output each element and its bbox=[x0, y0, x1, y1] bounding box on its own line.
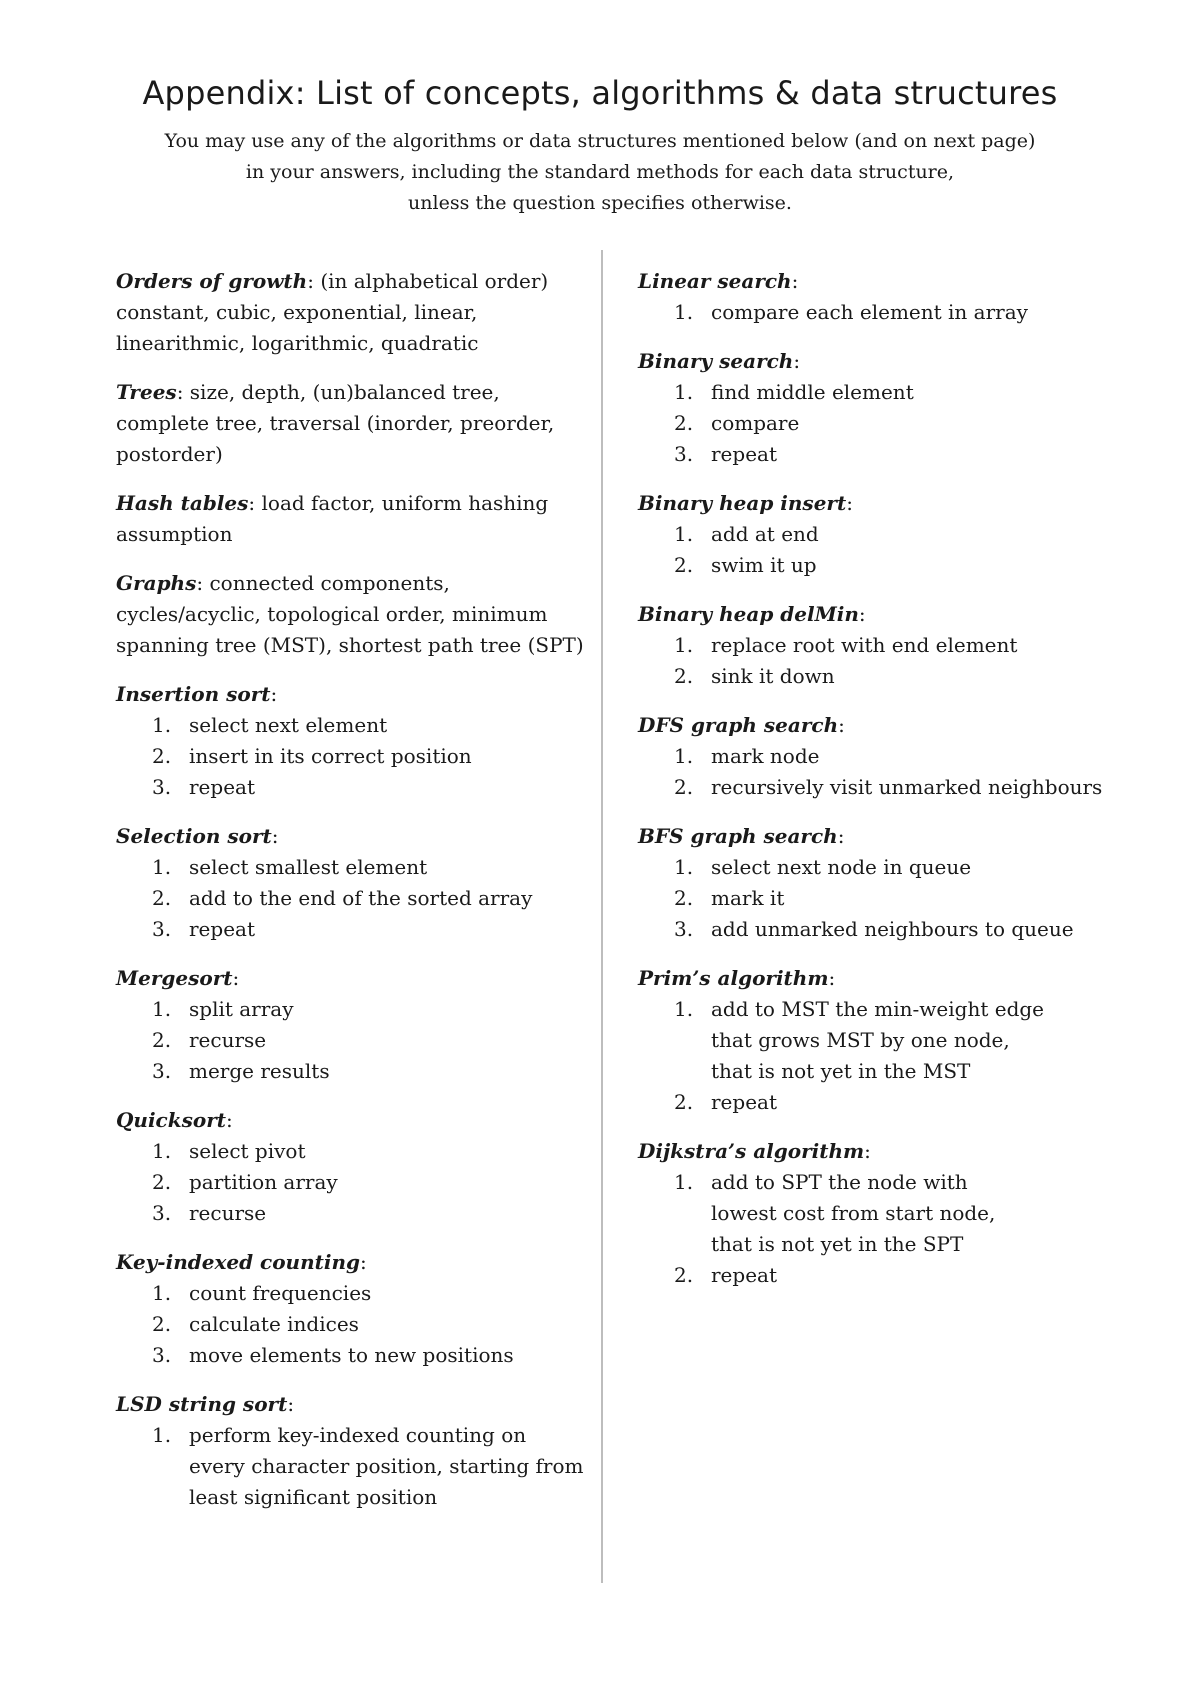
step-number: 2. bbox=[152, 1170, 172, 1194]
left-column bbox=[116, 266, 586, 1531]
algorithm-heading bbox=[638, 266, 1178, 297]
step-text: repeat bbox=[711, 442, 777, 466]
concept-line: constant, cubic, exponential, linear, bbox=[116, 300, 478, 324]
algorithm-term: Mergesort bbox=[116, 966, 233, 990]
step-item bbox=[116, 1340, 586, 1371]
algorithm-colon: : bbox=[846, 491, 853, 515]
algorithm-colon: : bbox=[858, 602, 866, 626]
step-number: 3. bbox=[152, 775, 172, 799]
step-item bbox=[638, 914, 1178, 945]
step-number: 1. bbox=[674, 744, 694, 768]
step-text: compare bbox=[711, 411, 800, 435]
algorithm-term: BFS graph search bbox=[638, 824, 838, 848]
algorithm-term: Prim’s algorithm bbox=[638, 966, 829, 990]
step-item bbox=[638, 994, 1178, 1087]
step-text: recurse bbox=[189, 1028, 267, 1052]
concept-line: assumption bbox=[116, 522, 233, 546]
algorithm-colon: : bbox=[864, 1139, 871, 1163]
algorithm-steps bbox=[638, 630, 1178, 692]
concept-trees bbox=[116, 377, 586, 470]
step-number: 2. bbox=[674, 886, 694, 910]
concept-separator: : bbox=[307, 269, 321, 293]
algorithm-selection-sort bbox=[116, 821, 586, 945]
step-text: add at end bbox=[711, 522, 819, 546]
algorithm-steps bbox=[116, 710, 586, 803]
step-text: compare each element in array bbox=[711, 300, 1028, 324]
step-item bbox=[638, 883, 1178, 914]
concept-hash-tables bbox=[116, 488, 586, 550]
algorithm-prims-algorithm bbox=[638, 963, 1178, 1118]
step-item bbox=[116, 883, 586, 914]
step-number: 2. bbox=[674, 411, 694, 435]
concept-line bbox=[116, 266, 586, 297]
algorithm-heading bbox=[638, 821, 1178, 852]
step-text: lowest cost from start node, bbox=[711, 1201, 996, 1225]
step-text: that is not yet in the SPT bbox=[711, 1232, 964, 1256]
step-number: 3. bbox=[152, 917, 172, 941]
concept-term: Hash tables bbox=[116, 491, 249, 515]
step-text: select pivot bbox=[189, 1139, 306, 1163]
intro-text bbox=[0, 126, 1200, 219]
step-item bbox=[116, 1198, 586, 1229]
step-text: replace root with end element bbox=[711, 633, 1018, 657]
step-number: 1. bbox=[674, 300, 694, 324]
step-number: 3. bbox=[152, 1343, 172, 1367]
algorithm-term: DFS graph search bbox=[638, 713, 839, 737]
step-number: 2. bbox=[674, 1263, 694, 1287]
step-number: 1. bbox=[674, 997, 694, 1021]
step-item bbox=[638, 852, 1178, 883]
intro-line: unless the question specifies otherwise. bbox=[408, 192, 792, 214]
algorithm-term: Key-indexed counting bbox=[116, 1250, 360, 1274]
algorithm-term: LSD string sort bbox=[116, 1392, 288, 1416]
algorithm-heading bbox=[638, 710, 1178, 741]
step-number: 1. bbox=[152, 1281, 172, 1305]
step-text: least significant position bbox=[189, 1485, 438, 1509]
step-number: 2. bbox=[152, 1028, 172, 1052]
step-number: 2. bbox=[674, 1090, 694, 1114]
step-item bbox=[638, 377, 1178, 408]
algorithm-colon: : bbox=[271, 824, 279, 848]
concept-separator: : bbox=[176, 380, 190, 404]
step-text: mark node bbox=[711, 744, 820, 768]
algorithm-lsd-string-sort bbox=[116, 1389, 586, 1513]
concept-line: spanning tree (MST), shortest path tree (SPT) bbox=[116, 633, 584, 657]
step-text: swim it up bbox=[711, 553, 817, 577]
algorithm-colon: : bbox=[225, 1108, 233, 1132]
step-text: split array bbox=[189, 997, 294, 1021]
concept-text: load factor, uniform hashing bbox=[261, 491, 549, 515]
step-item bbox=[116, 852, 586, 883]
algorithm-steps bbox=[116, 1136, 586, 1229]
algorithm-steps bbox=[116, 1420, 586, 1513]
algorithm-term: Binary heap insert bbox=[638, 491, 847, 515]
algorithm-binary-heap-insert bbox=[638, 488, 1178, 581]
step-number: 1. bbox=[152, 1139, 172, 1163]
algorithm-steps bbox=[116, 852, 586, 945]
intro-line: You may use any of the algorithms or data structures mentioned below (and on next page) bbox=[164, 130, 1036, 152]
algorithm-term: Dijkstra’s algorithm bbox=[638, 1139, 865, 1163]
algorithm-steps bbox=[638, 297, 1178, 328]
algorithm-linear-search bbox=[638, 266, 1178, 328]
step-text: perform key-indexed counting on bbox=[189, 1423, 527, 1447]
step-text: move elements to new positions bbox=[189, 1343, 514, 1367]
step-text: add to SPT the node with bbox=[711, 1170, 968, 1194]
algorithm-term: Quicksort bbox=[116, 1108, 226, 1132]
algorithm-heading bbox=[116, 963, 586, 994]
algorithm-quicksort bbox=[116, 1105, 586, 1229]
step-item bbox=[116, 1167, 586, 1198]
concept-line bbox=[116, 488, 586, 519]
concept-text: size, depth, (un)balanced tree, bbox=[189, 380, 500, 404]
step-text: add unmarked neighbours to queue bbox=[711, 917, 1074, 941]
step-text: that grows MST by one node, bbox=[711, 1028, 1010, 1052]
algorithm-colon: : bbox=[838, 713, 845, 737]
concept-separator: : bbox=[196, 571, 210, 595]
algorithm-steps bbox=[638, 519, 1178, 581]
concept-line: cycles/acyclic, topological order, minimum bbox=[116, 602, 548, 626]
step-text: add to MST the min-weight edge bbox=[711, 997, 1045, 1021]
concept-separator: : bbox=[248, 491, 262, 515]
step-item bbox=[638, 772, 1178, 803]
step-item bbox=[116, 1278, 586, 1309]
step-text: find middle element bbox=[711, 380, 914, 404]
algorithm-heading bbox=[116, 1105, 586, 1136]
algorithm-heading bbox=[116, 1389, 586, 1420]
algorithm-colon: : bbox=[791, 269, 799, 293]
concept-line: postorder) bbox=[116, 442, 223, 466]
step-item bbox=[116, 994, 586, 1025]
algorithm-colon: : bbox=[360, 1250, 367, 1274]
step-text: repeat bbox=[711, 1090, 777, 1114]
algorithm-insertion-sort bbox=[116, 679, 586, 803]
step-text: every character position, starting from bbox=[189, 1454, 584, 1478]
concept-text: (in alphabetical order) bbox=[320, 269, 549, 293]
step-text: repeat bbox=[189, 917, 255, 941]
step-item bbox=[638, 519, 1178, 550]
algorithm-binary-search bbox=[638, 346, 1178, 470]
step-text: recurse bbox=[189, 1201, 267, 1225]
step-number: 1. bbox=[674, 633, 694, 657]
algorithm-steps bbox=[638, 741, 1178, 803]
algorithm-steps bbox=[638, 994, 1178, 1118]
concept-term: Graphs bbox=[116, 571, 197, 595]
step-number: 3. bbox=[674, 917, 694, 941]
algorithm-heading bbox=[116, 679, 586, 710]
step-number: 1. bbox=[152, 1423, 172, 1447]
step-text: select smallest element bbox=[189, 855, 428, 879]
step-item bbox=[116, 1025, 586, 1056]
algorithm-term: Binary heap delMin bbox=[638, 602, 859, 626]
algorithm-colon: : bbox=[270, 682, 278, 706]
algorithm-dijkstras-algorithm bbox=[638, 1136, 1178, 1291]
step-item bbox=[116, 914, 586, 945]
step-item bbox=[116, 710, 586, 741]
algorithm-term: Binary search bbox=[638, 349, 794, 373]
step-text: calculate indices bbox=[189, 1312, 359, 1336]
step-item bbox=[116, 1420, 586, 1513]
step-text: add to the end of the sorted array bbox=[189, 886, 533, 910]
concept-line: complete tree, traversal (inorder, preorder, bbox=[116, 411, 555, 435]
algorithm-mergesort bbox=[116, 963, 586, 1087]
algorithm-term: Insertion sort bbox=[116, 682, 271, 706]
step-item bbox=[638, 408, 1178, 439]
step-item bbox=[638, 741, 1178, 772]
step-number: 1. bbox=[674, 522, 694, 546]
algorithm-steps bbox=[116, 994, 586, 1087]
algorithm-colon: : bbox=[232, 966, 240, 990]
algorithm-heading bbox=[638, 599, 1178, 630]
step-item bbox=[116, 772, 586, 803]
step-text: select next node in queue bbox=[711, 855, 972, 879]
algorithm-heading bbox=[638, 963, 1178, 994]
step-item bbox=[116, 741, 586, 772]
right-column bbox=[638, 266, 1178, 1309]
step-item bbox=[116, 1136, 586, 1167]
step-text: repeat bbox=[711, 1263, 777, 1287]
step-number: 3. bbox=[152, 1201, 172, 1225]
algorithm-steps bbox=[638, 377, 1178, 470]
step-item bbox=[638, 439, 1178, 470]
column-divider bbox=[601, 250, 603, 1583]
algorithm-heading bbox=[116, 1247, 586, 1278]
concept-line: linearithmic, logarithmic, quadratic bbox=[116, 331, 479, 355]
algorithm-bfs-graph-search bbox=[638, 821, 1178, 945]
step-item bbox=[638, 550, 1178, 581]
algorithm-heading bbox=[638, 488, 1178, 519]
step-text: partition array bbox=[189, 1170, 338, 1194]
page-title: Appendix: List of concepts, algorithms & data structures bbox=[142, 74, 1058, 112]
step-number: 2. bbox=[152, 886, 172, 910]
step-number: 2. bbox=[674, 664, 694, 688]
algorithm-dfs-graph-search bbox=[638, 710, 1178, 803]
step-number: 3. bbox=[152, 1059, 172, 1083]
step-item bbox=[638, 1260, 1178, 1291]
algorithm-binary-heap-delmin bbox=[638, 599, 1178, 692]
step-text: sink it down bbox=[711, 664, 835, 688]
step-number: 1. bbox=[152, 713, 172, 737]
step-item bbox=[638, 630, 1178, 661]
step-number: 1. bbox=[674, 1170, 694, 1194]
step-text: recursively visit unmarked neighbours bbox=[711, 775, 1103, 799]
step-item bbox=[116, 1309, 586, 1340]
algorithm-steps bbox=[638, 1167, 1178, 1291]
step-number: 1. bbox=[152, 855, 172, 879]
step-text: count frequencies bbox=[189, 1281, 372, 1305]
algorithm-colon: : bbox=[828, 966, 836, 990]
step-number: 2. bbox=[152, 744, 172, 768]
concept-term: Orders of growth bbox=[116, 269, 308, 293]
algorithm-steps bbox=[116, 1278, 586, 1371]
algorithm-term: Selection sort bbox=[116, 824, 272, 848]
step-number: 3. bbox=[674, 442, 694, 466]
concept-line bbox=[116, 377, 586, 408]
step-text: mark it bbox=[711, 886, 785, 910]
algorithm-heading bbox=[638, 346, 1178, 377]
algorithm-steps bbox=[638, 852, 1178, 945]
concept-term: Trees bbox=[116, 380, 177, 404]
step-number: 1. bbox=[152, 997, 172, 1021]
step-number: 2. bbox=[674, 553, 694, 577]
algorithm-term: Linear search bbox=[638, 269, 792, 293]
intro-line: in your answers, including the standard methods for each data structure, bbox=[245, 161, 955, 183]
step-item bbox=[638, 1087, 1178, 1118]
step-text: select next element bbox=[189, 713, 388, 737]
step-text: insert in its correct position bbox=[189, 744, 472, 768]
step-number: 1. bbox=[674, 380, 694, 404]
concept-graphs bbox=[116, 568, 586, 661]
concept-text: connected components, bbox=[209, 571, 450, 595]
step-number: 1. bbox=[674, 855, 694, 879]
algorithm-heading bbox=[116, 821, 586, 852]
step-text: that is not yet in the MST bbox=[711, 1059, 971, 1083]
step-item bbox=[116, 1056, 586, 1087]
step-item bbox=[638, 1167, 1178, 1260]
algorithm-key-indexed-counting bbox=[116, 1247, 586, 1371]
step-number: 2. bbox=[152, 1312, 172, 1336]
algorithm-colon: : bbox=[793, 349, 801, 373]
step-text: merge results bbox=[189, 1059, 330, 1083]
step-number: 2. bbox=[674, 775, 694, 799]
algorithm-heading bbox=[638, 1136, 1178, 1167]
concept-orders-of-growth bbox=[116, 266, 586, 359]
algorithm-colon: : bbox=[287, 1392, 295, 1416]
step-item bbox=[638, 297, 1178, 328]
algorithm-colon: : bbox=[837, 824, 845, 848]
concept-line bbox=[116, 568, 586, 599]
step-item bbox=[638, 661, 1178, 692]
step-text: repeat bbox=[189, 775, 255, 799]
